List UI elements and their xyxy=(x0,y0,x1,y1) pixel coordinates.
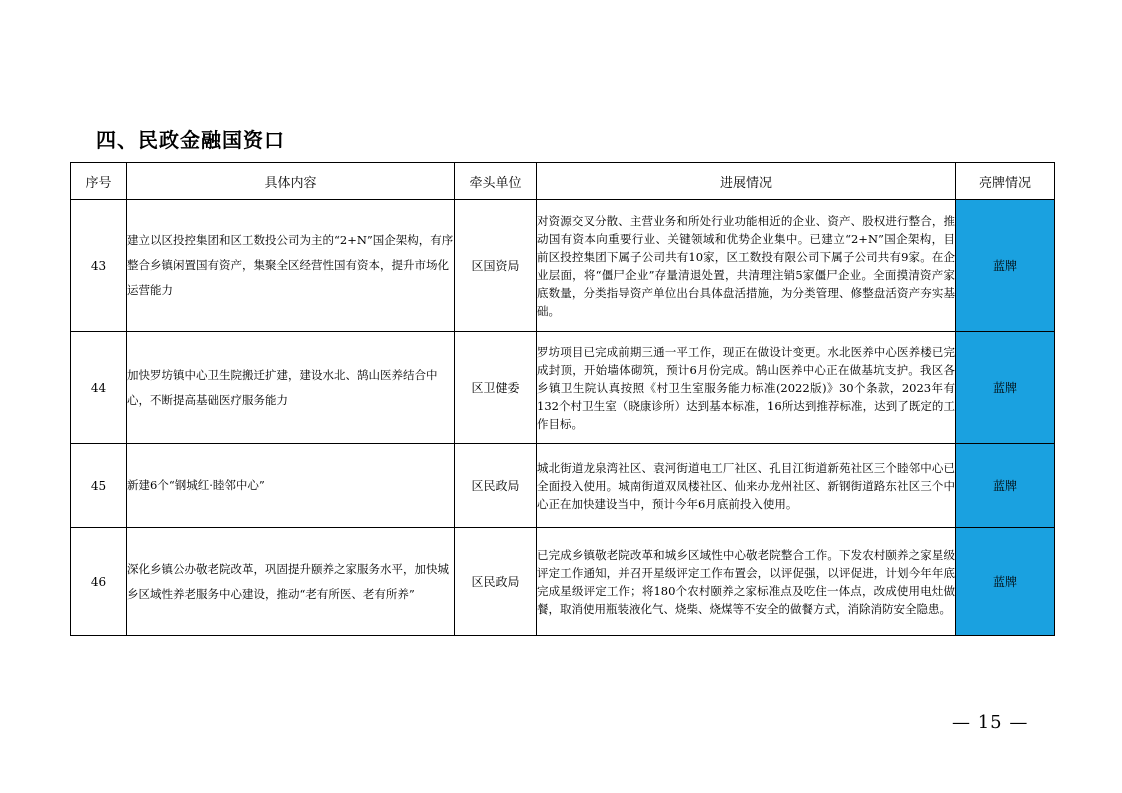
row-content: 深化乡镇公办敬老院改革，巩固提升颐养之家服务水平，加快城乡区域性养老服务中心建设，推动“老有所医、老有所养” xyxy=(127,528,455,636)
row-brand-status: 蓝牌 xyxy=(956,200,1055,332)
header-unit: 牵头单位 xyxy=(455,163,537,200)
row-number: 43 xyxy=(71,200,127,332)
row-content: 建立以区投控集团和区工数投公司为主的“2+N”国企架构，有序整合乡镇闲置国有资产，集聚全区经营性国有资本，提升市场化运营能力 xyxy=(127,200,455,332)
row-number: 46 xyxy=(71,528,127,636)
table-row xyxy=(71,444,1055,528)
row-lead-unit: 区民政局 xyxy=(455,528,537,636)
header-brand: 亮牌情况 xyxy=(956,163,1055,200)
row-content: 新建6个“钢城红·睦邻中心” xyxy=(127,444,455,528)
row-progress: 罗坊项目已完成前期三通一平工作，现正在做设计变更。水北医养中心医养楼已完成封顶，开始墙体砌筑，预计6月份完成。鹄山医养中心正在做基坑支护。我区各乡镇卫生院认真按照《村卫生室服务能力标准(2022版)》30个条款，2023年有132个村卫生室（晓康诊所）达到基本标准，16所达到推荐标准，达到了既定的工作目标。 xyxy=(537,332,956,444)
row-brand-status: 蓝牌 xyxy=(956,528,1055,636)
row-brand-status: 蓝牌 xyxy=(956,444,1055,528)
row-number: 45 xyxy=(71,444,127,528)
header-progress: 进展情况 xyxy=(537,163,956,200)
header-num: 序号 xyxy=(71,163,127,200)
section-title: 四、民政金融国资口 xyxy=(96,128,285,152)
table-row xyxy=(71,200,1055,332)
row-progress: 已完成乡镇敬老院改革和城乡区域性中心敬老院整合工作。下发农村颐养之家星级评定工作通知，并召开星级评定工作布置会，以评促强，以评促进，计划今年年底完成星级评定工作；将180个农村颐养之家标准点及吃住一体点，改成使用电灶做餐，取消使用瓶装液化气、烧柴、烧煤等不安全的做餐方式，消除消防安全隐患。 xyxy=(537,528,956,636)
row-progress: 对资源交叉分散、主营业务和所处行业功能相近的企业、资产、股权进行整合，推动国有资本向重要行业、关键领域和优势企业集中。已建立“2+N”国企架构，目前区投控集团下属子公司共有10家，区工数投有限公司下属子公司共有9家。在企业层面，将“僵尸企业”存量清退处置，共清理注销5家僵尸企业。全面摸清资产家底数量，分类指导资产单位出台具体盘活措施，为分类管理、修整盘活资产夯实基础。 xyxy=(537,200,956,332)
table-row xyxy=(71,528,1055,636)
row-brand-status: 蓝牌 xyxy=(956,332,1055,444)
table-header-row xyxy=(71,163,1055,200)
row-content: 加快罗坊镇中心卫生院搬迁扩建，建设水北、鹄山医养结合中心，不断提高基础医疗服务能力 xyxy=(127,332,455,444)
header-content: 具体内容 xyxy=(127,163,455,200)
row-progress: 城北街道龙泉湾社区、袁河街道电工厂社区、孔目江街道新苑社区三个睦邻中心已全面投入使用。城南街道双凤楼社区、仙来办龙州社区、新钢街道路东社区三个中心正在加快建设当中，预计今年6月底前投入使用。 xyxy=(537,444,956,528)
table-row xyxy=(71,332,1055,444)
row-lead-unit: 区国资局 xyxy=(455,200,537,332)
row-lead-unit: 区卫健委 xyxy=(455,332,537,444)
row-number: 44 xyxy=(71,332,127,444)
row-lead-unit: 区民政局 xyxy=(455,444,537,528)
page-number: — 15 — xyxy=(952,712,1029,733)
work-progress-table xyxy=(70,162,1055,636)
